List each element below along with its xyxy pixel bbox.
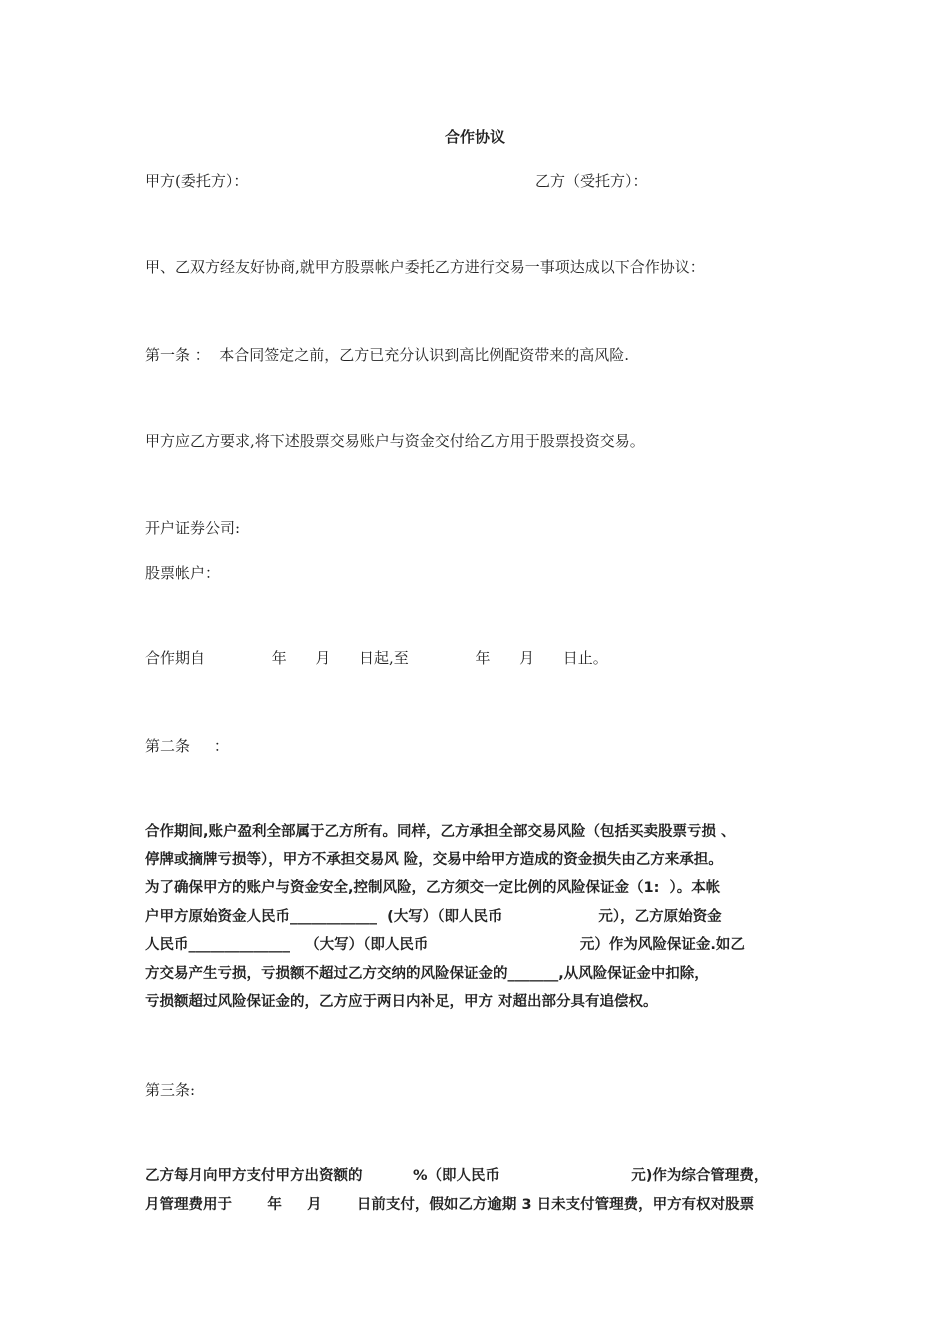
article3-heading: 第三条: [145, 1081, 196, 1099]
article2-line: 户甲方原始资金人民币____________ (大写）（即人民币 元），乙方原始资金 [145, 909, 722, 925]
article2-line: 合作期间,账户盈利全部属于乙方所有。同样，乙方承担全部交易风险（包括买卖股票亏损 、 [145, 824, 736, 840]
broker-label: 开户证券公司: [145, 519, 241, 537]
article2-heading: 第二条 ： [145, 737, 229, 755]
stock-account-label: 股票帐户： [145, 564, 221, 582]
article1-heading-line: 第一条 ： 本合同签定之前，乙方已充分认识到高比例配资带来的高风险. [145, 346, 630, 364]
party-a-label: 甲方(委托方）： [145, 172, 249, 190]
article2-line: 停牌或摘牌亏损等），甲方不承担交易风 险，交易中给甲方造成的资金损失由乙方来承担。 [145, 852, 723, 868]
cooperation-period: 合作期自 年 月 日起,至 年 月 日止。 [145, 649, 608, 667]
party-b-label: 乙方（受托方）： [535, 172, 648, 190]
article2-line: 亏损额超过风险保证金的，乙方应于两日内补足，甲方 对超出部分具有追偿权。 [145, 994, 658, 1010]
article2-line: 人民币______________ （大写）（即人民币 元）作为风险保证金.如乙 [145, 937, 745, 953]
document-title: 合作协议 [444, 128, 505, 146]
article3-line: 月管理费用于 年 月 日前支付，假如乙方逾期 3 日未支付管理费，甲方有权对股票 [145, 1197, 755, 1213]
article3-line: 乙方每月向甲方支付甲方出资额的 %（即人民币 元)作为综合管理费， [145, 1168, 769, 1184]
article2-line: 为了确保甲方的账户与资金安全,控制风险，乙方须交一定比例的风险保证金（1: ）。本帐 [145, 880, 721, 896]
article2-line: 方交易产生亏损，亏损额不超过乙方交纳的风险保证金的_______,从风险保证金中扣除， [145, 966, 709, 982]
article1-line2: 甲方应乙方要求,将下述股票交易账户与资金交付给乙方用于股票投资交易。 [145, 432, 645, 450]
intro-paragraph: 甲、乙双方经友好协商,就甲方股票帐户委托乙方进行交易一事项达成以下合作协议： [145, 258, 705, 276]
